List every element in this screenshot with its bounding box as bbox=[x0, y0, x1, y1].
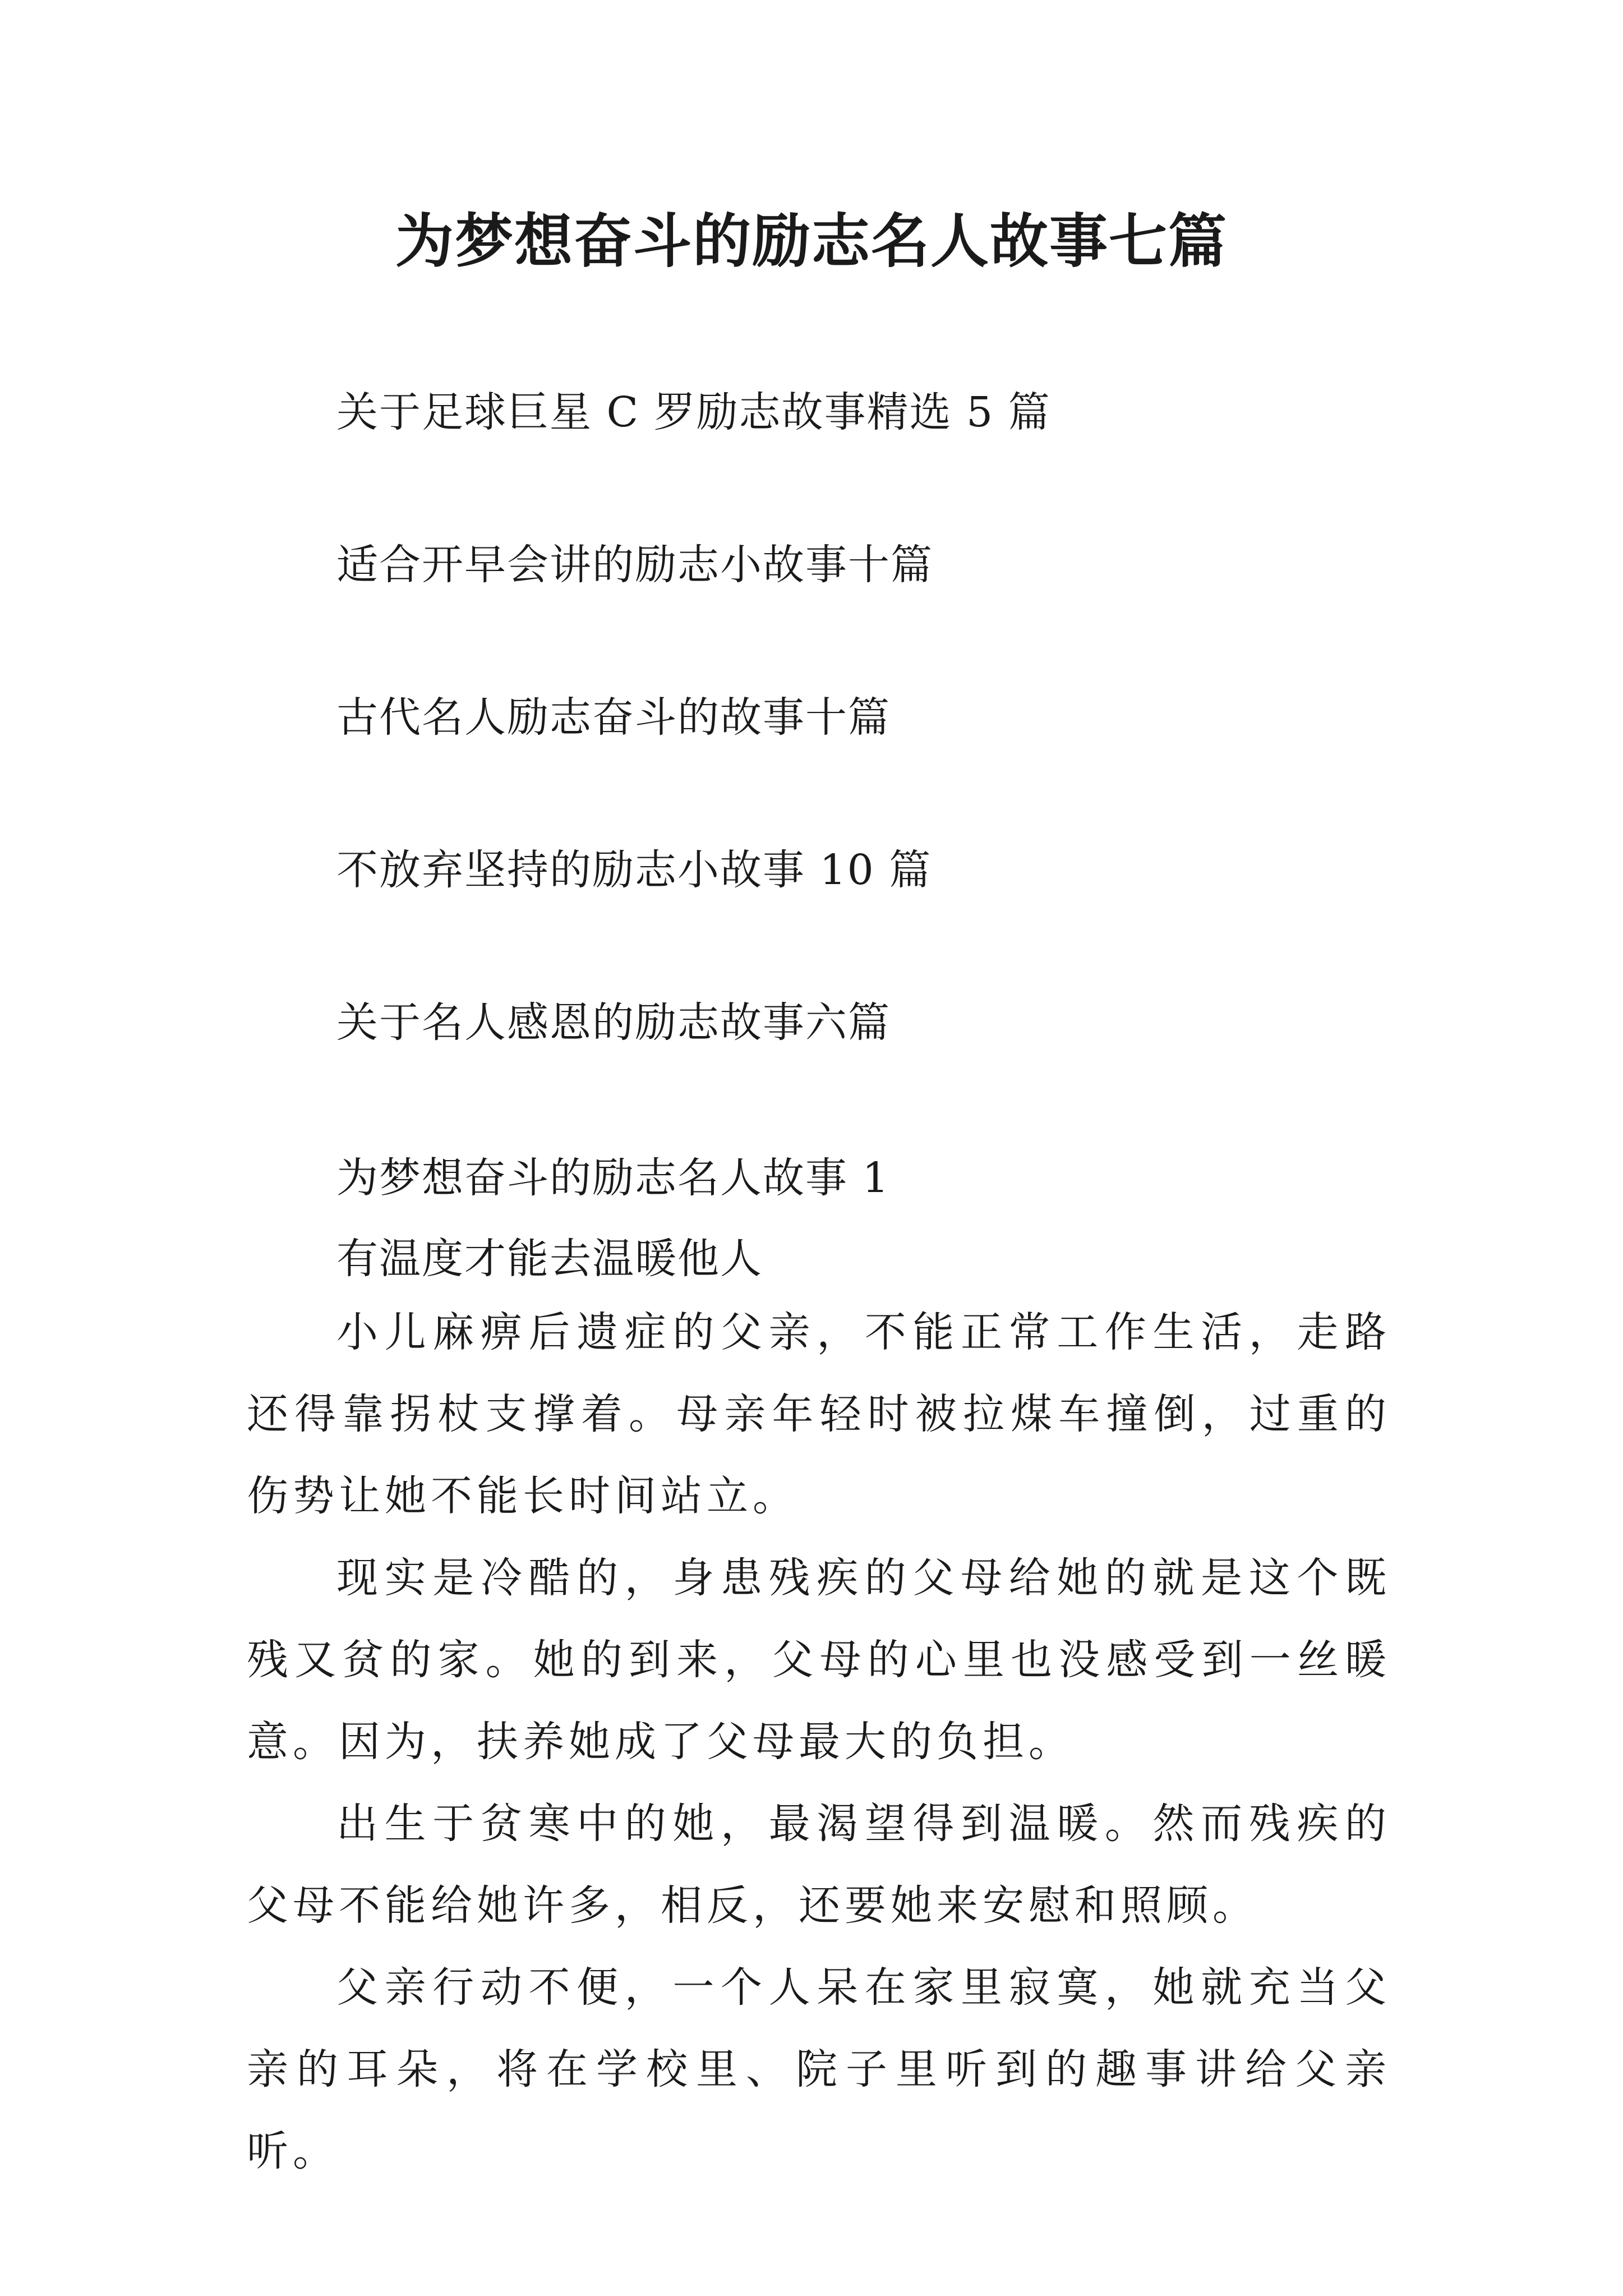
section-heading: 为梦想奋斗的励志名人故事 1 bbox=[336, 1154, 890, 1202]
related-link-5[interactable]: 关于名人感恩的励志故事六篇 bbox=[336, 999, 891, 1047]
related-link-3[interactable]: 古代名人励志奋斗的故事十篇 bbox=[336, 693, 891, 742]
story-title: 有温度才能去温暖他人 bbox=[336, 1235, 763, 1283]
document-title: 为梦想奋斗的励志名人故事七篇 bbox=[395, 206, 1228, 275]
related-link-4[interactable]: 不放弃坚持的励志小故事 10 篇 bbox=[336, 846, 932, 894]
related-link-2[interactable]: 适合开早会讲的励志小故事十篇 bbox=[336, 541, 933, 589]
story-paragraph-4: 父亲行动不便，一个人呆在家里寂寞，她就充当父亲的耳朵，将在学校里、院子里听到的趣事讲给父亲听。 bbox=[247, 1963, 1391, 2175]
story-paragraph-2: 现实是冷酷的，身患残疾的父母给她的就是这个既残又贫的家。她的到来，父母的心里也没感受到一丝暖意。因为，扶养她成了父母最大的负担。 bbox=[247, 1554, 1391, 1766]
story-body bbox=[247, 1150, 1391, 2192]
story-paragraph-3: 出生于贫寒中的她，最渴望得到温暖。然而残疾的父母不能给她许多，相反，还要她来安慰和照顾。 bbox=[247, 1800, 1391, 1930]
story-paragraph-1: 小儿麻痹后遗症的父亲，不能正常工作生活，走路还得靠拐杖支撑着。母亲年轻时被拉煤车撞倒，过重的伤势让她不能长时间站立。 bbox=[247, 1308, 1391, 1520]
related-link-1[interactable]: 关于足球巨星 C 罗励志故事精选 5 篇 bbox=[336, 388, 1051, 436]
